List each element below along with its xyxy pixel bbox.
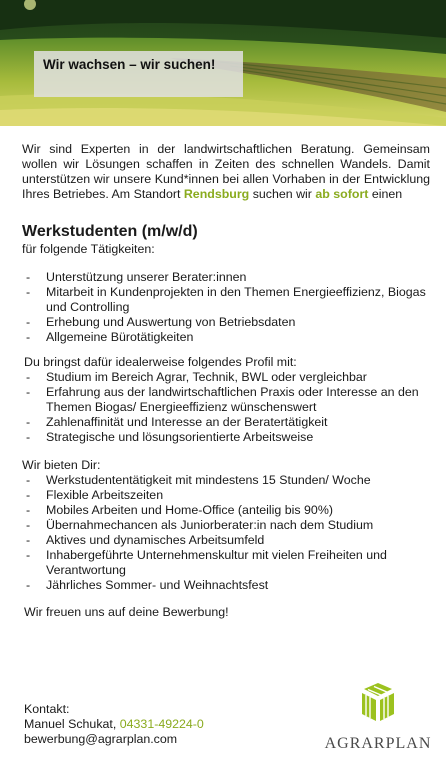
- agrarplan-cube-logo-icon: [360, 683, 396, 723]
- task-list: [22, 270, 430, 345]
- hero-headline: Wir wachsen – wir suchen!: [34, 51, 243, 97]
- list-item: - Studium im Bereich Agrar, Technik, BWL oder vergleichbar: [22, 370, 430, 385]
- list-item: - Inhabergeführte Unternehmenskultur mit vielen Freiheiten und Verantwortung: [22, 548, 430, 578]
- contact-phone-link[interactable]: 04331-49224-0: [119, 717, 204, 731]
- list-item: - Werkstudententätigkeit mit mindestens 15 Stunden/ Woche: [22, 473, 430, 488]
- contact-name: Manuel Schukat,: [24, 717, 120, 731]
- intro-text-1: Wir sind Experten in der landwirtschaftlichen Beratung. Gemeinsam wollen wir Lösungen schaffen in Zeiten des schnellen Wandels. Damit unterstützen wir unsere Kund*innen bei allen Vorhaben in der Entwicklung Ihres Betriebes. Am Standort: [22, 142, 430, 201]
- offer-list: [22, 473, 430, 593]
- contact-label: Kontakt:: [24, 702, 70, 716]
- start-date-highlight: ab sofort: [315, 187, 369, 201]
- offer-heading: Wir bieten Dir:: [22, 458, 101, 472]
- list-item: - Unterstützung unserer Berater:innen: [22, 270, 430, 285]
- list-item: - Erfahrung aus der landwirtschaftlichen Praxis oder Interesse an den Themen Biogas/ Energieeffizienz wünschenswert: [22, 385, 430, 415]
- location-highlight: Rendsburg: [183, 187, 250, 201]
- list-item: - Strategische und lösungsorientierte Arbeitsweise: [22, 430, 430, 445]
- list-item: - Mitarbeit in Kundenprojekten in den Themen Energieeffizienz, Biogas und Controlling: [22, 285, 430, 315]
- profile-list: [22, 370, 430, 445]
- list-item: - Flexible Arbeitszeiten: [22, 488, 430, 503]
- job-title: Werkstudenten (m/w/d): [22, 223, 198, 240]
- logo-wordmark: AGRARPLAN: [324, 735, 432, 752]
- list-item: - Zahlenaffinität und Interesse an der Beratertätigkeit: [22, 415, 430, 430]
- profile-heading: Du bringst dafür idealerweise folgendes Profil mit:: [24, 355, 297, 369]
- hero-banner: [0, 0, 446, 126]
- job-posting: [22, 142, 430, 620]
- list-item: - Aktives und dynamisches Arbeitsumfeld: [22, 533, 430, 548]
- list-item: - Mobiles Arbeiten und Home-Office (anteilig bis 90%): [22, 503, 430, 518]
- intro-paragraph: [22, 142, 430, 202]
- list-item: - Allgemeine Bürotätigkeiten: [22, 330, 430, 345]
- contact-line: [24, 717, 204, 732]
- contact-block: [24, 702, 204, 747]
- list-item: - Übernahmechancen als Juniorberater:in nach dem Studium: [22, 518, 430, 533]
- intro-text-2: suchen wir: [249, 187, 316, 201]
- job-subtitle: für folgende Tätigkeiten:: [22, 242, 155, 256]
- agrarplan-logo: [318, 683, 436, 758]
- list-item: - Erhebung und Auswertung von Betriebsdaten: [22, 315, 430, 330]
- intro-text-3: einen: [368, 187, 403, 201]
- list-item: - Jährliches Sommer- und Weihnachtsfest: [22, 578, 430, 593]
- contact-email-link[interactable]: bewerbung@agrarplan.com: [24, 732, 178, 746]
- closing-line: Wir freuen uns auf deine Bewerbung!: [24, 605, 229, 619]
